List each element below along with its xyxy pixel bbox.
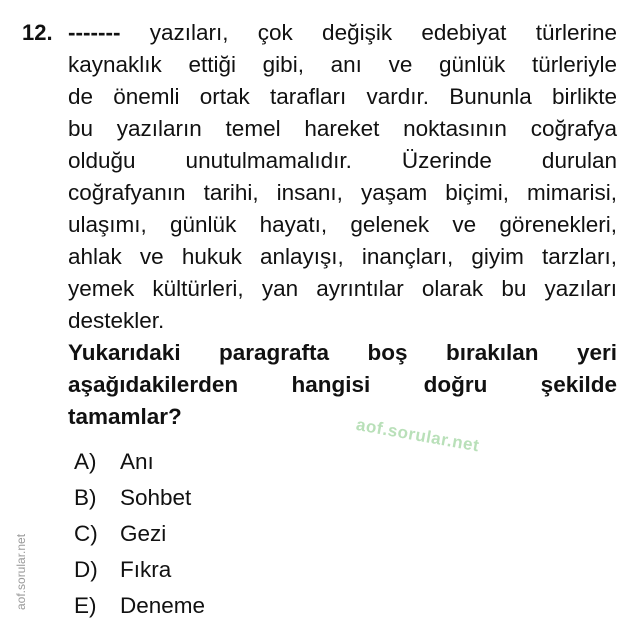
prompt-line-2: aşağıdakilerden hangisi doğru şekilde (68, 372, 617, 397)
question-number: 12. (22, 20, 53, 45)
blank-placeholder: ------- (68, 20, 121, 45)
option-text: Deneme (120, 593, 206, 618)
option-c[interactable] (74, 516, 205, 552)
passage-line-8: ahlak ve hukuk anlayışı, inançları, giyim tarzları, (68, 244, 617, 269)
passage-line-7: ulaşımı, günlük hayatı, gelenek ve görenekleri, (68, 212, 617, 237)
passage-line-9: yemek kültürleri, yan ayrıntılar olarak bu yazıları (68, 276, 617, 301)
passage-line-4: bu yazıların temel hareket noktasının coğrafya (68, 116, 617, 141)
prompt-line-3: tamamlar? (68, 404, 182, 429)
option-text: Sohbet (120, 485, 192, 510)
prompt-line-1: Yukarıdaki paragrafta boş bırakılan yeri (68, 340, 617, 365)
option-text: Gezi (120, 521, 167, 546)
option-letter: B) (74, 485, 97, 510)
passage-line-2: kaynaklık ettiği gibi, anı ve günlük türleriyle (68, 52, 617, 77)
passage-line-1: ------- yazıları, çok değişik edebiyat türlerine (68, 20, 617, 45)
passage-line-10: destekler. (68, 308, 165, 333)
passage-line-6: coğrafyanın tarihi, insanı, yaşam biçimi, mimarisi, (68, 180, 617, 205)
option-e[interactable] (74, 588, 205, 624)
option-text: Anı (120, 449, 154, 474)
option-b[interactable] (74, 480, 205, 516)
option-d[interactable] (74, 552, 205, 588)
option-letter: E) (74, 593, 97, 618)
option-text: Fıkra (120, 557, 172, 582)
answer-options (74, 444, 205, 624)
passage-line-3: de önemli ortak tarafları vardır. Bununla birlikte (68, 84, 617, 109)
option-letter: D) (74, 557, 98, 582)
center-watermark: aof.sorular.net (354, 415, 481, 456)
passage-line-5: olduğu unutulmamalıdır. Üzerinde durulan (68, 148, 617, 173)
side-watermark: aof.sorular.net (14, 533, 28, 610)
option-letter: A) (74, 449, 97, 474)
option-letter: C) (74, 521, 98, 546)
option-a[interactable] (74, 444, 205, 480)
